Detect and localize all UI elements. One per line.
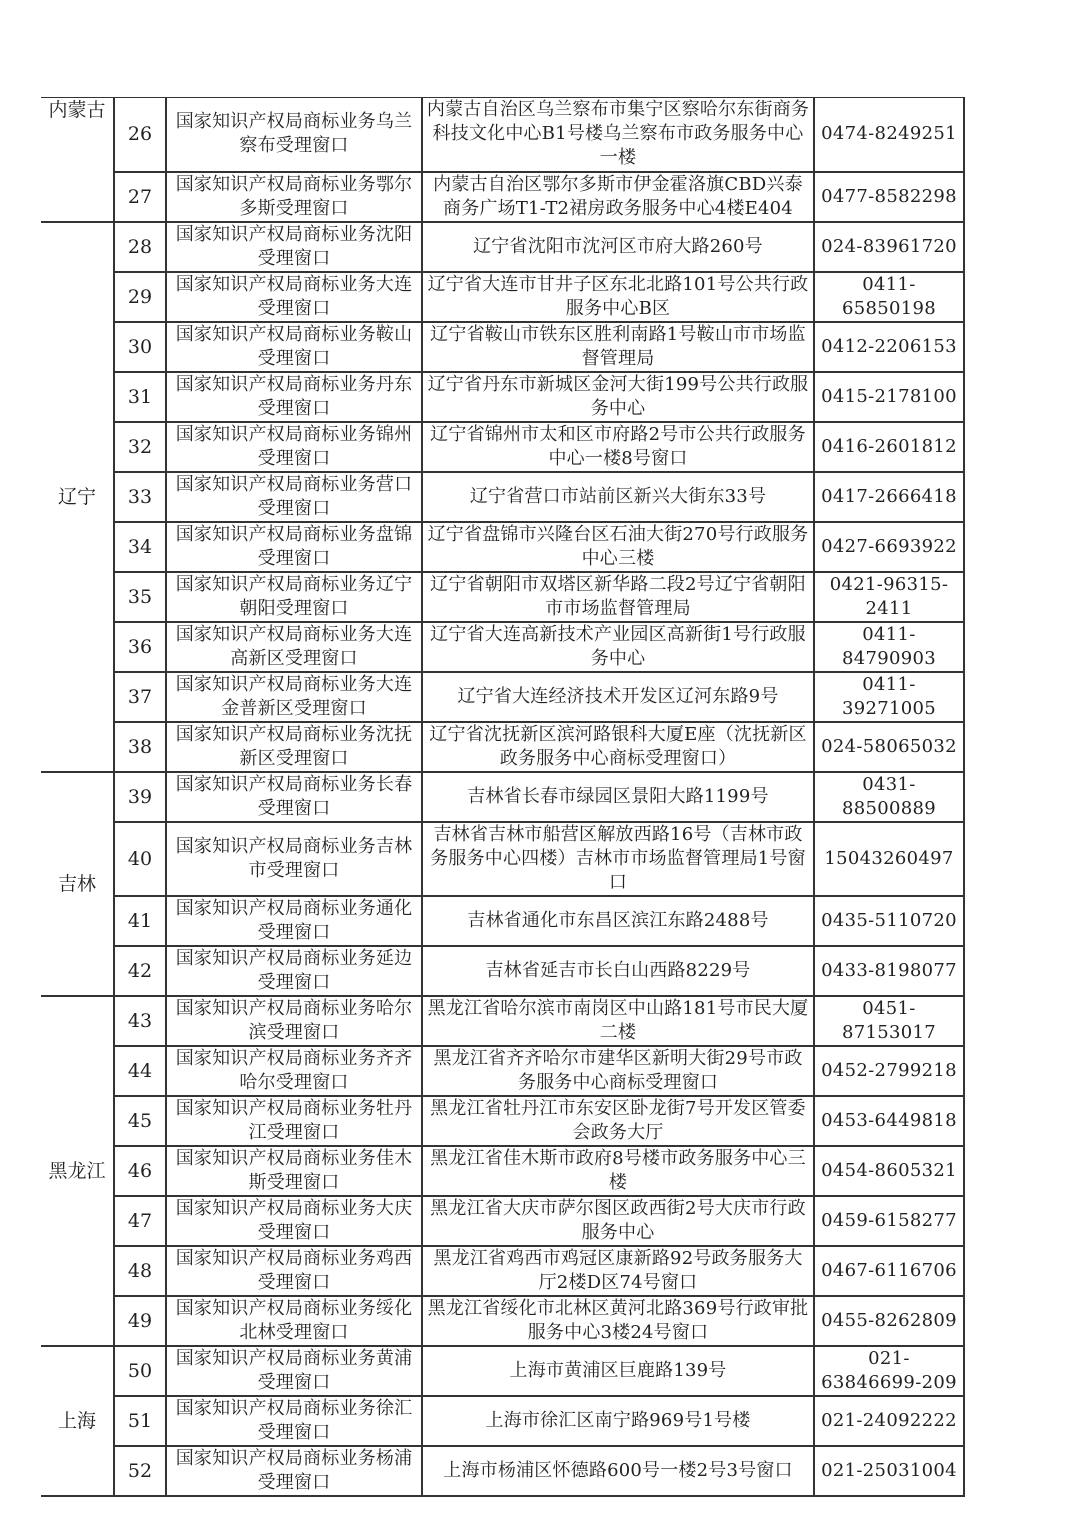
table-row <box>41 1046 964 1096</box>
phone-cell: 024-83961720 <box>814 222 964 272</box>
address-cell: 吉林省延吉市长白山西路8229号 <box>422 946 814 996</box>
phone-cell: 021-24092222 <box>814 1396 964 1446</box>
address-cell: 吉林省长春市绿园区景阳大路1199号 <box>422 772 814 822</box>
phone-cell: 0411-39271005 <box>814 672 964 722</box>
phone-cell: 0431-88500889 <box>814 772 964 822</box>
phone-cell: 0459-6158277 <box>814 1196 964 1246</box>
phone-cell: 0452-2799218 <box>814 1046 964 1096</box>
window-name-cell: 国家知识产权局商标业务延边受理窗口 <box>166 946 422 996</box>
table-row <box>41 322 964 372</box>
address-cell: 辽宁省大连经济技术开发区辽河东路9号 <box>422 672 814 722</box>
table-row <box>41 896 964 946</box>
table-row <box>41 1246 964 1296</box>
address-cell: 辽宁省沈阳市沈河区市府大路260号 <box>422 222 814 272</box>
table-row <box>41 572 964 622</box>
province-cell: 内蒙古 <box>41 98 114 222</box>
phone-cell: 0416-2601812 <box>814 422 964 472</box>
window-name-cell: 国家知识产权局商标业务沈抚新区受理窗口 <box>166 722 422 772</box>
address-cell: 吉林省吉林市船营区解放西路16号（吉林市政务服务中心四楼）吉林市市场监督管理局1号窗口 <box>422 822 814 896</box>
phone-cell: 0455-8262809 <box>814 1296 964 1346</box>
window-name-cell: 国家知识产权局商标业务通化受理窗口 <box>166 896 422 946</box>
window-name-cell: 国家知识产权局商标业务鞍山受理窗口 <box>166 322 422 372</box>
window-name-cell: 国家知识产权局商标业务大连受理窗口 <box>166 272 422 322</box>
number-cell: 28 <box>114 222 166 272</box>
address-cell: 黑龙江省绥化市北林区黄河北路369号行政审批服务中心3楼24号窗口 <box>422 1296 814 1346</box>
number-cell: 52 <box>114 1446 166 1496</box>
table-row <box>41 422 964 472</box>
window-name-cell: 国家知识产权局商标业务大连高新区受理窗口 <box>166 622 422 672</box>
table-row <box>41 1096 964 1146</box>
window-name-cell: 国家知识产权局商标业务杨浦受理窗口 <box>166 1446 422 1496</box>
table-row <box>41 172 964 222</box>
phone-cell: 0435-5110720 <box>814 896 964 946</box>
table-row <box>41 372 964 422</box>
phone-cell: 0411-65850198 <box>814 272 964 322</box>
window-name-cell: 国家知识产权局商标业务哈尔滨受理窗口 <box>166 996 422 1046</box>
window-name-cell: 国家知识产权局商标业务牡丹江受理窗口 <box>166 1096 422 1146</box>
window-name-cell: 国家知识产权局商标业务长春受理窗口 <box>166 772 422 822</box>
phone-cell: 0433-8198077 <box>814 946 964 996</box>
table-row <box>41 1296 964 1346</box>
phone-cell: 0417-2666418 <box>814 472 964 522</box>
window-name-cell: 国家知识产权局商标业务盘锦受理窗口 <box>166 522 422 572</box>
window-name-cell: 国家知识产权局商标业务沈阳受理窗口 <box>166 222 422 272</box>
phone-cell: 0453-6449818 <box>814 1096 964 1146</box>
table-row <box>41 996 964 1046</box>
table-row <box>41 522 964 572</box>
address-cell: 辽宁省丹东市新城区金河大街199号公共行政服务中心 <box>422 372 814 422</box>
phone-cell: 0412-2206153 <box>814 322 964 372</box>
trademark-window-table <box>41 97 965 1497</box>
window-name-cell: 国家知识产权局商标业务黄浦受理窗口 <box>166 1346 422 1396</box>
phone-cell: 15043260497 <box>814 822 964 896</box>
address-cell: 辽宁省鞍山市铁东区胜利南路1号鞍山市市场监督管理局 <box>422 322 814 372</box>
window-name-cell: 国家知识产权局商标业务营口受理窗口 <box>166 472 422 522</box>
table-row <box>41 1146 964 1196</box>
window-name-cell: 国家知识产权局商标业务徐汇受理窗口 <box>166 1396 422 1446</box>
table-row <box>41 772 964 822</box>
window-name-cell: 国家知识产权局商标业务乌兰察布受理窗口 <box>166 98 422 172</box>
window-name-cell: 国家知识产权局商标业务绥化北林受理窗口 <box>166 1296 422 1346</box>
table-row <box>41 222 964 272</box>
number-cell: 29 <box>114 272 166 322</box>
phone-cell: 021-63846699-209 <box>814 1346 964 1396</box>
table-row <box>41 622 964 672</box>
window-name-cell: 国家知识产权局商标业务鄂尔多斯受理窗口 <box>166 172 422 222</box>
phone-cell: 024-58065032 <box>814 722 964 772</box>
address-cell: 黑龙江省牡丹江市东安区卧龙街7号开发区管委会政务大厅 <box>422 1096 814 1146</box>
window-name-cell: 国家知识产权局商标业务佳木斯受理窗口 <box>166 1146 422 1196</box>
number-cell: 33 <box>114 472 166 522</box>
number-cell: 46 <box>114 1146 166 1196</box>
address-cell: 黑龙江省大庆市萨尔图区政西街2号大庆市行政服务中心 <box>422 1196 814 1246</box>
window-name-cell: 国家知识产权局商标业务锦州受理窗口 <box>166 422 422 472</box>
phone-cell: 0451-87153017 <box>814 996 964 1046</box>
address-cell: 辽宁省锦州市太和区市府路2号市公共行政服务中心一楼8号窗口 <box>422 422 814 472</box>
table-row <box>41 98 964 172</box>
address-cell: 吉林省通化市东昌区滨江东路2488号 <box>422 896 814 946</box>
address-cell: 辽宁省朝阳市双塔区新华路二段2号辽宁省朝阳市市场监督管理局 <box>422 572 814 622</box>
window-name-cell: 国家知识产权局商标业务大连金普新区受理窗口 <box>166 672 422 722</box>
number-cell: 41 <box>114 896 166 946</box>
number-cell: 43 <box>114 996 166 1046</box>
address-cell: 黑龙江省齐齐哈尔市建华区新明大街29号市政务服务中心商标受理窗口 <box>422 1046 814 1096</box>
number-cell: 38 <box>114 722 166 772</box>
address-cell: 上海市徐汇区南宁路969号1号楼 <box>422 1396 814 1446</box>
address-cell: 辽宁省营口市站前区新兴大街东33号 <box>422 472 814 522</box>
address-cell: 辽宁省大连高新技术产业园区高新街1号行政服务中心 <box>422 622 814 672</box>
number-cell: 45 <box>114 1096 166 1146</box>
number-cell: 32 <box>114 422 166 472</box>
province-cell: 黑龙江 <box>41 996 114 1346</box>
address-cell: 黑龙江省鸡西市鸡冠区康新路92号政务服务大厅2楼D区74号窗口 <box>422 1246 814 1296</box>
table-row <box>41 1396 964 1446</box>
number-cell: 34 <box>114 522 166 572</box>
phone-cell: 0467-6116706 <box>814 1246 964 1296</box>
table-row <box>41 472 964 522</box>
window-name-cell: 国家知识产权局商标业务大庆受理窗口 <box>166 1196 422 1246</box>
number-cell: 26 <box>114 98 166 172</box>
number-cell: 39 <box>114 772 166 822</box>
table-row <box>41 822 964 896</box>
table-row <box>41 272 964 322</box>
province-cell: 辽宁 <box>41 222 114 772</box>
number-cell: 44 <box>114 1046 166 1096</box>
number-cell: 50 <box>114 1346 166 1396</box>
number-cell: 42 <box>114 946 166 996</box>
table-row <box>41 1196 964 1246</box>
window-name-cell: 国家知识产权局商标业务辽宁朝阳受理窗口 <box>166 572 422 622</box>
phone-cell: 0454-8605321 <box>814 1146 964 1196</box>
phone-cell: 0477-8582298 <box>814 172 964 222</box>
number-cell: 31 <box>114 372 166 422</box>
number-cell: 48 <box>114 1246 166 1296</box>
number-cell: 51 <box>114 1396 166 1446</box>
table-row <box>41 722 964 772</box>
address-cell: 上海市杨浦区怀德路600号一楼2号3号窗口 <box>422 1446 814 1496</box>
address-cell: 辽宁省沈抚新区滨河路银科大厦E座（沈抚新区政务服务中心商标受理窗口） <box>422 722 814 772</box>
address-cell: 黑龙江省哈尔滨市南岗区中山路181号市民大厦二楼 <box>422 996 814 1046</box>
window-name-cell: 国家知识产权局商标业务齐齐哈尔受理窗口 <box>166 1046 422 1096</box>
phone-cell: 0411-84790903 <box>814 622 964 672</box>
window-name-cell: 国家知识产权局商标业务吉林市受理窗口 <box>166 822 422 896</box>
window-name-cell: 国家知识产权局商标业务丹东受理窗口 <box>166 372 422 422</box>
phone-cell: 0421-96315-2411 <box>814 572 964 622</box>
table-row <box>41 1446 964 1496</box>
number-cell: 35 <box>114 572 166 622</box>
phone-cell: 0415-2178100 <box>814 372 964 422</box>
phone-cell: 0427-6693922 <box>814 522 964 572</box>
address-cell: 辽宁省大连市甘井子区东北北路101号公共行政服务中心B区 <box>422 272 814 322</box>
address-cell: 内蒙古自治区鄂尔多斯市伊金霍洛旗CBD兴泰商务广场T1-T2裙房政务服务中心4楼E404 <box>422 172 814 222</box>
address-cell: 上海市黄浦区巨鹿路139号 <box>422 1346 814 1396</box>
province-cell: 上海 <box>41 1346 114 1496</box>
address-cell: 辽宁省盘锦市兴隆台区石油大街270号行政服务中心三楼 <box>422 522 814 572</box>
number-cell: 36 <box>114 622 166 672</box>
number-cell: 49 <box>114 1296 166 1346</box>
province-cell: 吉林 <box>41 772 114 996</box>
number-cell: 37 <box>114 672 166 722</box>
phone-cell: 021-25031004 <box>814 1446 964 1496</box>
table-row <box>41 946 964 996</box>
address-cell: 内蒙古自治区乌兰察布市集宁区察哈尔东街商务科技文化中心B1号楼乌兰察布市政务服务中心一楼 <box>422 98 814 172</box>
number-cell: 47 <box>114 1196 166 1246</box>
number-cell: 30 <box>114 322 166 372</box>
number-cell: 27 <box>114 172 166 222</box>
table-row <box>41 1346 964 1396</box>
address-cell: 黑龙江省佳木斯市政府8号楼市政务服务中心三楼 <box>422 1146 814 1196</box>
phone-cell: 0474-8249251 <box>814 98 964 172</box>
table-row <box>41 672 964 722</box>
table-body <box>41 98 964 1496</box>
number-cell: 40 <box>114 822 166 896</box>
window-name-cell: 国家知识产权局商标业务鸡西受理窗口 <box>166 1246 422 1296</box>
